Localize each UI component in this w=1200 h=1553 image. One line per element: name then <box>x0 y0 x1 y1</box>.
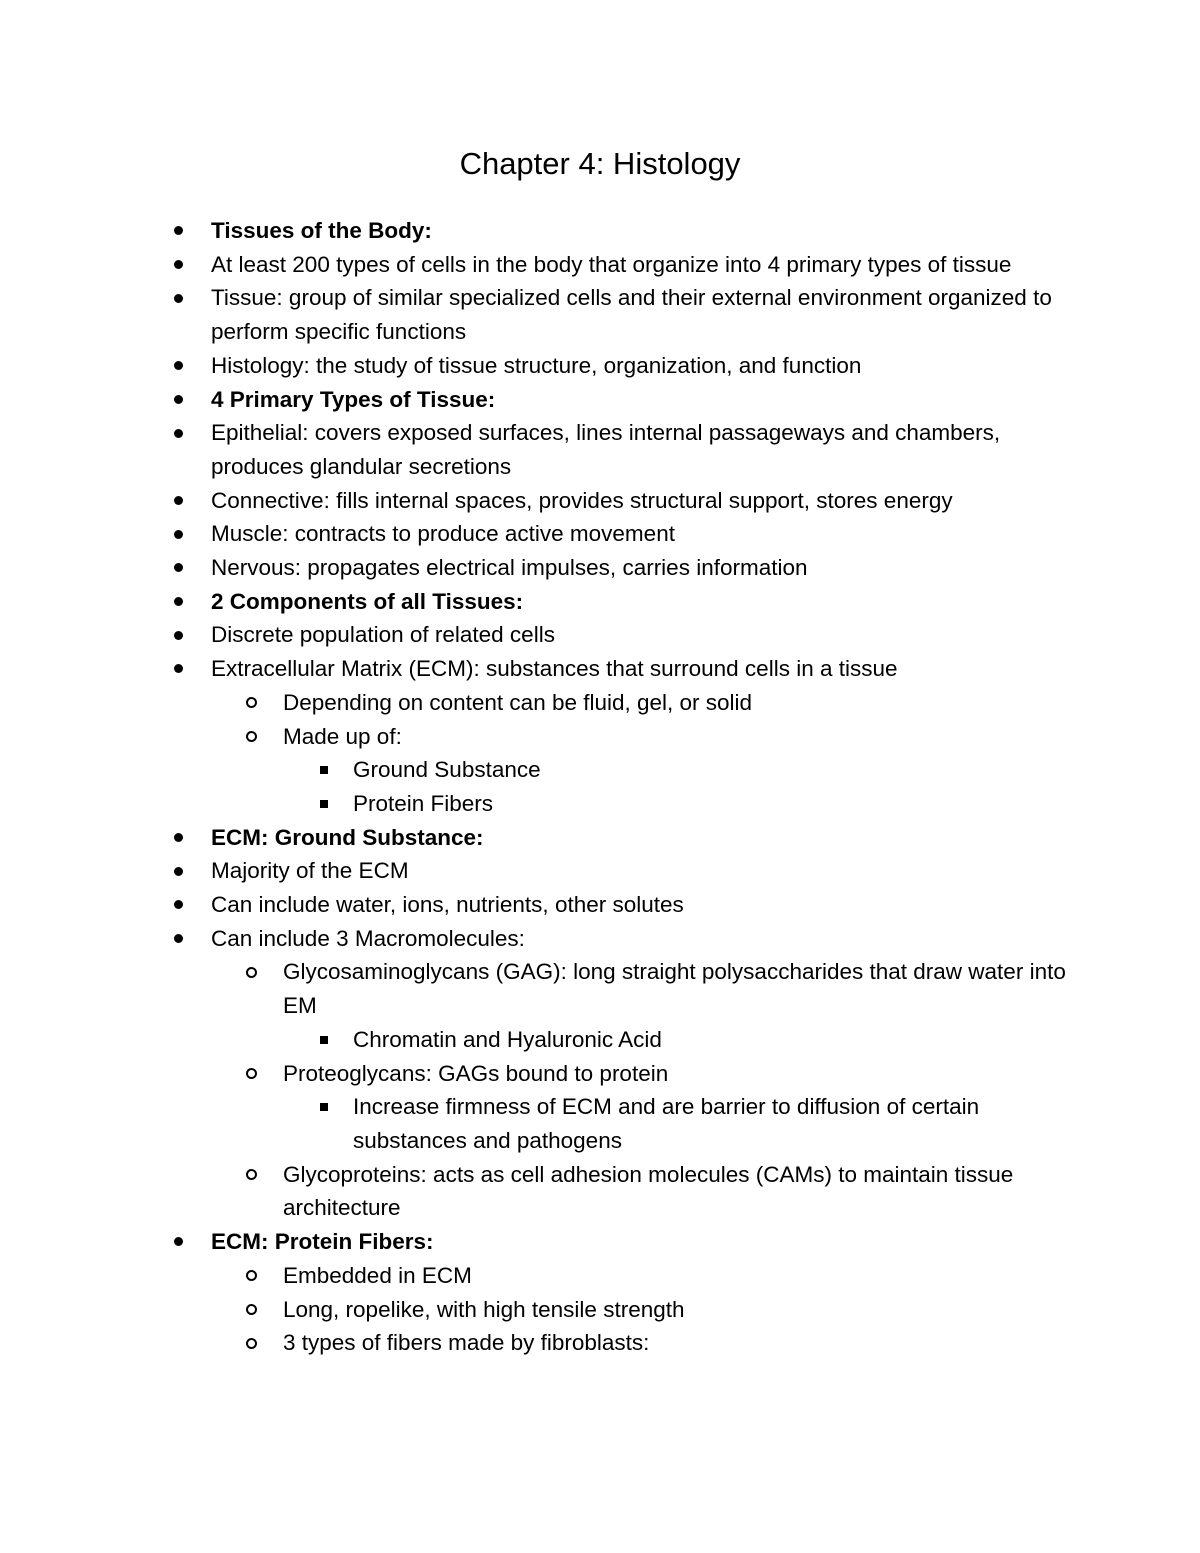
bullet-marker <box>174 349 183 383</box>
item-text: Ground Substance <box>353 757 541 783</box>
outline-list-item <box>0 248 1200 282</box>
filled-circle-bullet-icon <box>174 530 183 539</box>
outline-list-item <box>0 1057 1200 1091</box>
square-bullet-icon <box>320 766 328 774</box>
outline-list-item <box>0 922 1200 956</box>
bullet-marker <box>174 821 183 855</box>
item-text: Glycoproteins: acts as cell adhesion molecules (CAMs) to maintain tissue architecture <box>283 1161 1014 1221</box>
item-text: 2 Components of all Tissues: <box>211 588 524 614</box>
outline-list-item <box>0 686 1200 720</box>
item-text: Nervous: propagates electrical impulses, carries information <box>211 555 808 581</box>
outline-list-item <box>0 349 1200 383</box>
filled-circle-bullet-icon <box>174 294 183 303</box>
bullet-marker <box>174 854 183 888</box>
bullet-marker <box>174 652 183 686</box>
outline-heading-item <box>0 383 1200 417</box>
item-text: Chromatin and Hyaluronic Acid <box>353 1026 662 1052</box>
page-title: Chapter 4: Histology <box>459 146 741 181</box>
hollow-circle-bullet-icon <box>246 967 257 978</box>
outline-list-item <box>0 551 1200 585</box>
outline-list-item <box>0 1293 1200 1327</box>
item-text: Proteoglycans: GAGs bound to protein <box>283 1060 669 1086</box>
item-text: ECM: Protein Fibers: <box>211 1229 434 1255</box>
outline-heading-item <box>0 585 1200 619</box>
outline-list-item <box>0 1090 1200 1157</box>
outline-list-item <box>0 1023 1200 1057</box>
outline-list-item <box>0 1259 1200 1293</box>
outline-list-item <box>0 787 1200 821</box>
bullet-marker <box>246 720 257 754</box>
bullet-marker <box>246 686 257 720</box>
item-text: 4 Primary Types of Tissue: <box>211 386 496 412</box>
item-text: Increase firmness of ECM and are barrier to diffusion of certain substances and pathogens <box>353 1094 980 1153</box>
outline-list-item <box>0 955 1200 1022</box>
filled-circle-bullet-icon <box>174 1237 183 1246</box>
bullet-marker <box>320 1023 328 1057</box>
filled-circle-bullet-icon <box>174 395 183 404</box>
bullet-marker <box>246 1057 257 1091</box>
hollow-circle-bullet-icon <box>246 697 257 708</box>
hollow-circle-bullet-icon <box>246 1270 257 1281</box>
bullet-marker <box>174 281 183 315</box>
filled-circle-bullet-icon <box>174 260 183 269</box>
bullet-marker <box>174 551 183 585</box>
bullet-marker <box>320 1090 328 1124</box>
outline-list-item <box>0 281 1200 348</box>
item-text: Discrete population of related cells <box>211 622 555 648</box>
filled-circle-bullet-icon <box>174 563 183 572</box>
outline-heading-item <box>0 1225 1200 1259</box>
square-bullet-icon <box>320 800 328 808</box>
outline-list-item <box>0 720 1200 754</box>
outline-heading-item <box>0 214 1200 248</box>
item-text: Extracellular Matrix (ECM): substances that surround cells in a tissue <box>211 656 898 682</box>
outline-list <box>0 214 1200 1360</box>
item-text: Majority of the ECM <box>211 858 409 884</box>
bullet-marker <box>320 753 328 787</box>
bullet-marker <box>246 1158 257 1192</box>
bullet-marker <box>174 416 183 450</box>
outline-list-item <box>0 888 1200 922</box>
item-text: At least 200 types of cells in the body that organize into 4 primary types of tissue <box>211 251 1012 277</box>
bullet-marker <box>246 1326 257 1360</box>
filled-circle-bullet-icon <box>174 226 183 235</box>
filled-circle-bullet-icon <box>174 496 183 505</box>
filled-circle-bullet-icon <box>174 833 183 842</box>
bullet-marker <box>174 214 183 248</box>
hollow-circle-bullet-icon <box>246 1304 257 1315</box>
bullet-marker <box>174 517 183 551</box>
bullet-marker <box>246 1259 257 1293</box>
outline-list-item <box>0 854 1200 888</box>
bullet-marker <box>174 248 183 282</box>
item-text: Made up of: <box>283 723 402 749</box>
filled-circle-bullet-icon <box>174 867 183 876</box>
hollow-circle-bullet-icon <box>246 1338 257 1349</box>
bullet-marker <box>174 383 183 417</box>
item-text: ECM: Ground Substance: <box>211 824 484 850</box>
outline-list-item <box>0 753 1200 787</box>
outline-list-item <box>0 517 1200 551</box>
bullet-marker <box>246 955 257 989</box>
hollow-circle-bullet-icon <box>246 1068 257 1079</box>
item-text: Muscle: contracts to produce active movement <box>211 521 675 547</box>
bullet-marker <box>246 1293 257 1327</box>
filled-circle-bullet-icon <box>174 429 183 438</box>
item-text: Epithelial: covers exposed surfaces, lines internal passageways and chambers, produces glandular secretions <box>211 420 1001 479</box>
outline-list-item <box>0 416 1200 483</box>
hollow-circle-bullet-icon <box>246 731 257 742</box>
square-bullet-icon <box>320 1036 328 1044</box>
outline-list-item <box>0 652 1200 686</box>
item-text: 3 types of fibers made by fibroblasts: <box>283 1330 650 1356</box>
item-text: Embedded in ECM <box>283 1262 472 1288</box>
filled-circle-bullet-icon <box>174 361 183 370</box>
bullet-marker <box>174 618 183 652</box>
bullet-marker <box>174 585 183 619</box>
item-text: Glycosaminoglycans (GAG): long straight polysaccharides that draw water into EM <box>283 959 1066 1019</box>
filled-circle-bullet-icon <box>174 934 183 943</box>
bullet-marker <box>174 888 183 922</box>
bullet-marker <box>174 1225 183 1259</box>
item-text: Tissue: group of similar specialized cells and their external environment organized to perform specific functions <box>211 285 1052 345</box>
outline-list-item <box>0 1158 1200 1225</box>
outline-list-item <box>0 484 1200 518</box>
item-text: Can include water, ions, nutrients, other solutes <box>211 892 684 918</box>
bullet-marker <box>320 787 328 821</box>
item-text: Depending on content can be fluid, gel, or solid <box>283 689 753 715</box>
bullet-marker <box>174 922 183 956</box>
square-bullet-icon <box>320 1103 328 1111</box>
filled-circle-bullet-icon <box>174 597 183 606</box>
item-text: Connective: fills internal spaces, provides structural support, stores energy <box>211 487 953 513</box>
outline-list-item <box>0 618 1200 652</box>
outline-heading-item <box>0 821 1200 855</box>
outline-list-item <box>0 1326 1200 1360</box>
item-text: Tissues of the Body: <box>211 218 432 243</box>
filled-circle-bullet-icon <box>174 664 183 673</box>
bullet-marker <box>174 484 183 518</box>
item-text: Can include 3 Macromolecules: <box>211 925 525 951</box>
item-text: Long, ropelike, with high tensile strength <box>283 1296 685 1322</box>
filled-circle-bullet-icon <box>174 631 183 640</box>
filled-circle-bullet-icon <box>174 900 183 909</box>
item-text: Histology: the study of tissue structure, organization, and function <box>211 352 862 378</box>
hollow-circle-bullet-icon <box>246 1169 257 1180</box>
item-text: Protein Fibers <box>353 790 494 816</box>
